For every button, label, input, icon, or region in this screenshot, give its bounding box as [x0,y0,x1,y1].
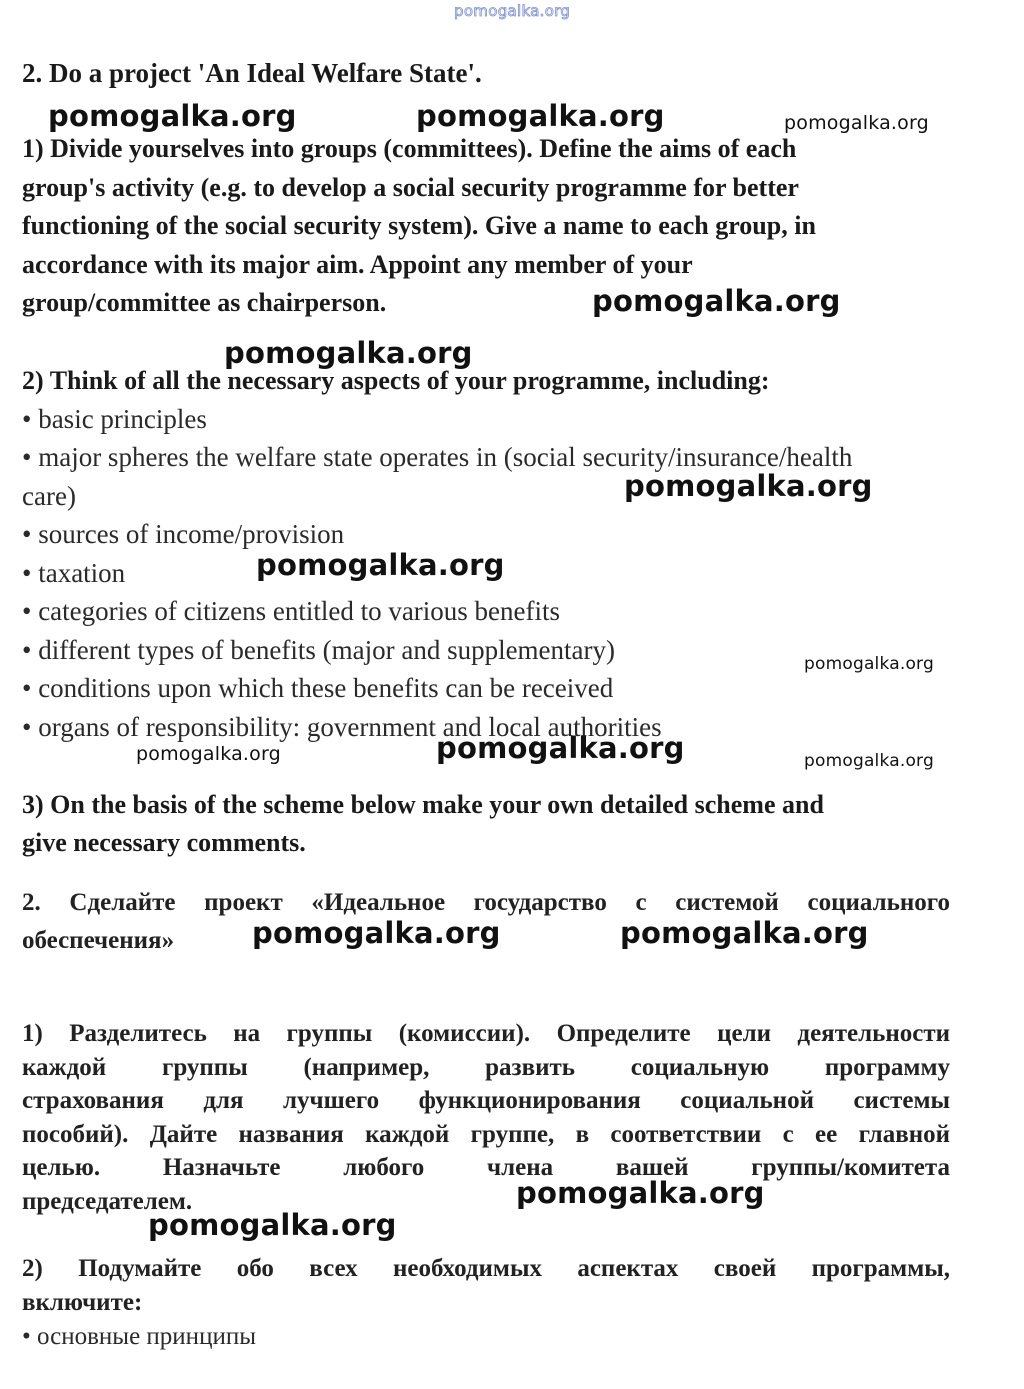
watermark: pomogalka.org [804,751,934,771]
russian-step1-line: целью. Назначьте любого члена вашей группы/комитета [22,1154,950,1181]
list-item: • sources of income/provision [22,519,345,549]
russian-step1-line: 1) Разделитесь на группы (комиссии). Определите цели деятельности [22,1020,950,1047]
watermark: pomogalka.org [624,469,873,503]
russian-step1-line: каждой группы (например, развить социальную программу [22,1054,950,1081]
russian-step1-line: пособий). Дайте названия каждой группе, в соответствии с ее главной [22,1121,950,1148]
russian-step1-line: председателем. [22,1188,193,1215]
step1-line: group's activity (e.g. to develop a social security programme for better [22,173,799,202]
list-item: • conditions upon which these benefits can be received [22,673,614,703]
step3-line: 3) On the basis of the scheme below make your own detailed scheme and [22,790,824,819]
russian-title-line: 2. Сделайте проект «Идеальное государство с системой социального [22,889,950,916]
step1-line: accordance with its major aim. Appoint any member of your [22,250,693,279]
watermark: pomogalka.org [620,916,869,950]
list-item: care) [22,481,76,511]
russian-title-line: обеспечения» [22,927,175,954]
watermark: pomogalka.org [148,1208,397,1242]
watermark: pomogalka.org [592,284,841,318]
watermark: pomogalka.org [784,112,929,134]
list-item: • different types of benefits (major and supplementary) [22,635,616,665]
watermark: pomogalka.org [256,548,505,582]
watermark: pomogalka.org [224,336,473,370]
russian-step2-line: включите: [22,1289,143,1316]
russian-list-item: • основные принципы [22,1323,256,1350]
step1-line: group/committee as chairperson. [22,288,387,317]
watermark: pomogalka.org [436,731,685,765]
watermark: pomogalka.org [252,916,501,950]
russian-step1-line: страхования для лучшего функционирования социальной системы [22,1087,950,1114]
watermark: pomogalka.org [804,654,934,674]
list-item: • basic principles [22,404,207,434]
english-title: 2. Do a project 'An Ideal Welfare State'. [22,58,482,88]
watermark: pomogalka.org [516,1176,765,1210]
list-item: • taxation [22,558,126,588]
list-item: • categories of citizens entitled to various benefits [22,596,561,626]
watermark: pomogalka.org [416,99,665,133]
english-step2-heading: 2) Think of all the necessary aspects of your programme, including: [22,366,770,395]
step1-line: 1) Divide yourselves into groups (committees). Define the aims of each [22,134,797,163]
watermark: pomogalka.org [48,99,297,133]
list-item: • organs of responsibility: government and local authorities [22,712,662,742]
watermark: pomogalka.org [136,743,281,765]
step3-line: give necessary comments. [22,828,306,857]
header-watermark: pomogalka.org [454,2,571,20]
step1-line: functioning of the social security system). Give a name to each group, in [22,211,816,240]
russian-step2-line: 2) Подумайте обо всех необходимых аспектах своей программы, [22,1255,950,1282]
list-item: • major spheres the welfare state operates in (social security/insurance/health [22,442,853,472]
